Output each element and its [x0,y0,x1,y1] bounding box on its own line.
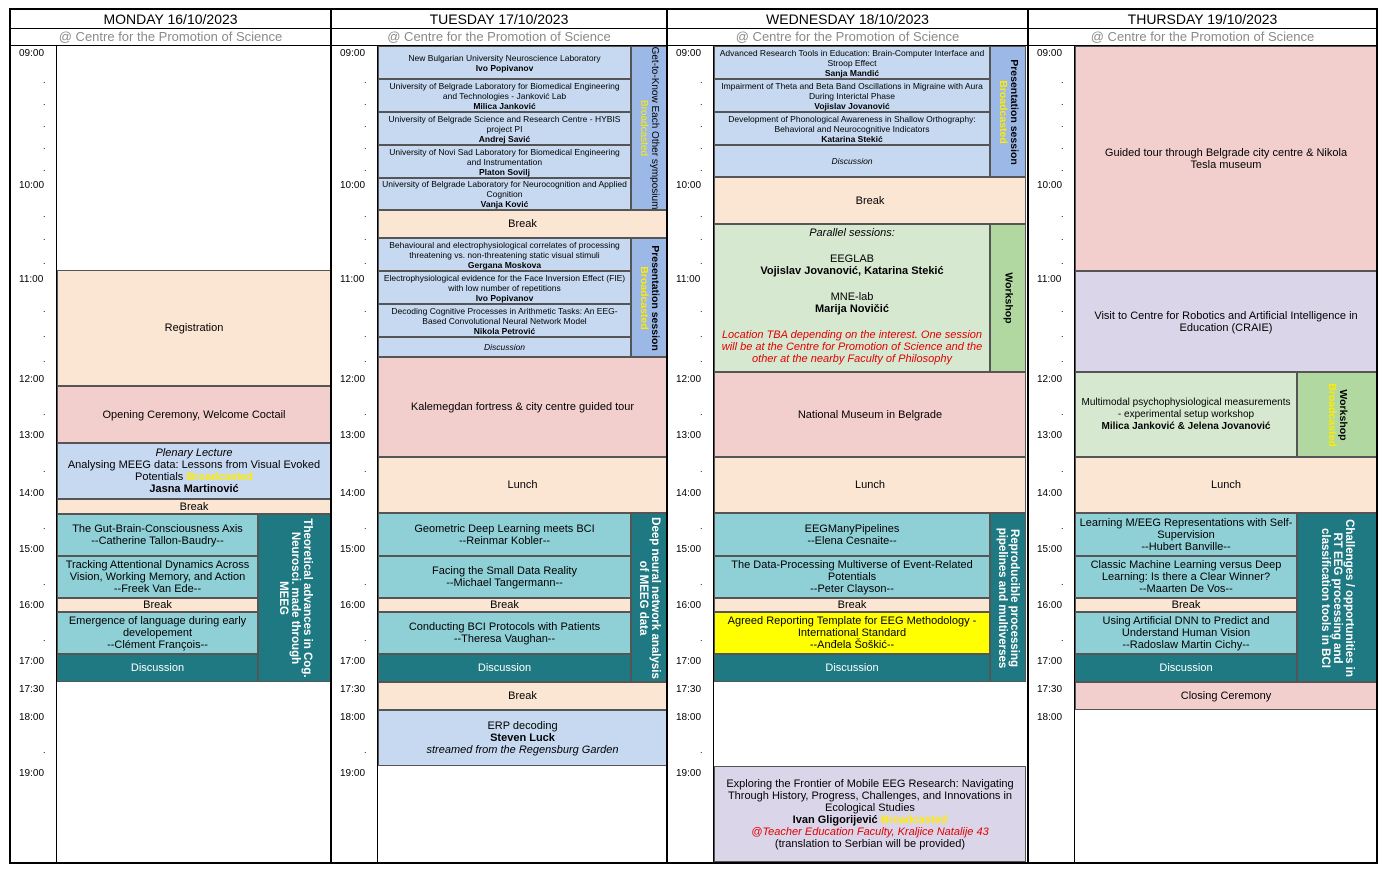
event-type: Parallel sessions: [809,227,895,239]
erp-decoding-slot [378,710,667,766]
time-column [332,46,378,862]
speaker-name: --Freek Van Ede-- [113,583,202,595]
time-label: 09:00 [19,48,45,59]
speaker-name: Andrej Savić [478,133,531,144]
time-label: 13:00 [19,430,45,441]
event-title: Break [508,690,537,702]
weekly-schedule [9,8,1378,864]
day-location: @ Centre for the Promotion of Science [1029,29,1376,46]
session-title: Presentation session [1008,58,1020,165]
broadcast-badge: Broadcasted [1326,382,1338,447]
speaker-name: --Hubert Banville-- [1141,540,1231,553]
registration-slot [57,270,331,386]
time-tick: . [43,119,46,129]
time-tick: . [700,745,703,755]
time-tick: . [43,407,46,417]
session-title: Workshop [1002,272,1015,324]
workshop-slot [714,224,990,372]
time-label: 17:30 [340,684,366,695]
time-label: 16:00 [340,600,366,611]
talk-slot [378,271,631,304]
session-sidebar [258,514,331,682]
time-label: 18:00 [340,712,366,723]
time-tick: . [1061,208,1064,219]
time-tick: . [364,304,367,314]
discussion-slot [1075,654,1297,682]
time-label: 09:00 [340,48,366,59]
time-label: 10:00 [19,180,45,191]
speaker-name: Vojislav Jovanović, Katarina Stekić [760,265,944,277]
event-title: Discussion [831,156,873,166]
time-tick: . [1061,304,1064,314]
speaker-name: --Catherine Tallon-Baudry-- [91,535,224,547]
talk-slot [1075,556,1297,598]
speaker-name: --Elena Cesnaite-- [807,534,897,547]
talk-title: The Data-Processing Multiverse of Event-Related Potentials [731,559,973,583]
time-tick: . [43,464,46,474]
evening-lecture-slot [714,766,1026,862]
break-slot [57,499,331,514]
talk-title: ERP decoding [487,720,558,732]
day-header: WEDNESDAY 18/10/2023 [668,10,1027,29]
time-tick: . [1061,141,1064,151]
time-label: 16:00 [19,600,45,611]
broadcast-badge: Broadcasted [638,265,650,330]
time-tick: . [43,577,46,587]
talk-title: EEGManyPipelines [804,522,900,535]
session-title: Theoretical advances in Cog. Neurosci. made through MEEG [276,518,313,678]
time-tick: . [1061,329,1064,339]
time-tick: . [364,577,367,587]
time-label: 14:00 [19,488,45,499]
talk-title: University of Novi Sad Laboratory for Biomedical Engineering and Instrumentation [389,146,620,167]
session-sidebar [631,46,667,210]
time-tick: . [1061,97,1064,107]
time-tick: . [43,354,46,364]
talk-title: Analysing MEEG data: Lessons from Visual Evoked Potentials [67,459,321,483]
event-note: streamed from the Regensburg Garden [426,744,619,756]
time-tick: . [43,232,46,242]
talk-title: Agreed Reporting Template for EEG Methodology - International Standard [727,615,977,639]
time-label: 17:30 [1037,684,1063,695]
time-tick: . [364,141,367,151]
talk-title: Advanced Research Tools in Education: Brain-Computer Interface and Stroop Effect [719,47,985,68]
break-slot [714,177,1026,224]
workshop-slot [1075,372,1297,457]
talk-title: University of Belgrade Science and Research Centre - HYBIS project PI [388,113,621,134]
talk-slot [378,304,631,337]
session-sidebar [990,224,1026,372]
lunch-slot [714,457,1026,513]
event-title: Closing Ceremony [1180,690,1272,702]
time-tick: . [43,255,46,266]
speaker-name: --Reinmar Kobler-- [458,534,551,547]
time-tick: . [700,633,703,643]
time-label: 18:00 [676,712,702,723]
workshop-title: MNE-lab [830,291,874,303]
event-title: Guided tour through Belgrade city centre & Nikola Tesla museum [1104,146,1348,171]
time-tick: . [43,304,46,314]
time-tick: . [700,255,703,266]
event-title: Break [508,218,537,230]
session-title: Presentation session [649,244,661,351]
talk-slot [1075,612,1297,654]
time-label: 12:00 [340,374,366,385]
talk-slot [378,513,631,556]
time-tick: . [43,329,46,339]
session-sidebar [1297,513,1377,682]
event-location: @Teacher Education Faculty, Kraljice Natalije 43 [751,826,989,838]
time-tick: . [700,577,703,587]
time-column [668,46,714,862]
talk-title: Conducting BCI Protocols with Patients [408,621,601,633]
event-title: Lunch [507,479,538,491]
time-tick: . [43,745,46,755]
time-tick: . [700,329,703,339]
event-title: Lunch [1211,479,1241,491]
broadcast-badge: Broadcasted [880,814,948,826]
time-tick: . [43,208,46,219]
guided-tour-slot [378,357,667,457]
event-type: Plenary Lecture [155,447,233,459]
day-location: @ Centre for the Promotion of Science [668,29,1027,46]
talk-title: Electrophysiological evidence for the Face Inversion Effect (FIE) with low number of repetitions [383,272,626,293]
session-sidebar [631,238,667,357]
talk-title: Geometric Deep Learning meets BCI [414,522,595,535]
day-header: THURSDAY 19/10/2023 [1029,10,1376,29]
event-title: Discussion [477,662,532,674]
time-label: 19:00 [676,768,702,779]
time-tick: . [1061,464,1064,474]
speaker-name: Ivo Popivanov [475,62,534,73]
time-tick: . [43,633,46,643]
event-title: Break [855,194,885,207]
talk-title: University of Belgrade Laboratory for Neurocognition and Applied Cognition [382,179,627,199]
time-tick: . [700,208,703,219]
speaker-name: --Maarten De Vos-- [1139,583,1233,595]
talk-slot [378,612,631,654]
time-label: 14:00 [1037,488,1063,499]
session-sidebar [631,513,667,682]
time-tick: . [700,521,703,531]
time-label: 11:00 [1037,274,1062,285]
time-tick: . [700,119,703,129]
day-header: TUESDAY 17/10/2023 [332,10,666,29]
craie-visit-slot [1075,271,1377,372]
event-note: (translation to Serbian will be provided) [774,838,966,850]
speaker-name: Ivan Gligorijević [792,814,878,826]
session-title: Workshop [1337,388,1349,441]
talk-title: Behavioural and electrophysiological correlates of processing threatening vs. non-threatening static visual stimuli [389,239,620,260]
time-label: 14:00 [676,488,702,499]
time-label: 10:00 [340,180,366,191]
break-slot [1075,598,1297,612]
day-header: MONDAY 16/10/2023 [11,10,330,29]
break-slot [378,682,667,710]
time-tick: . [1061,255,1064,266]
time-tick: . [364,329,367,339]
event-title: Discussion [483,342,526,352]
talk-slot [378,79,631,112]
talk-slot [714,79,990,112]
talk-slot [378,556,631,598]
time-label: 16:00 [1037,600,1063,611]
time-label: 19:00 [340,768,366,779]
speaker-name: Milica Janković & Jelena Jovanović [1101,420,1271,432]
session-sidebar [990,46,1026,177]
time-tick: . [1061,119,1064,129]
talk-title: University of Belgrade Laboratory for Biomedical Engineering and Technologies - Janković Lab [389,80,620,101]
talk-slot [1075,513,1297,556]
talk-title: Decoding Cognitive Processes in Arithmetic Tasks: An EEG-Based Convolutional Neural Network Model [391,305,618,326]
time-tick: . [700,354,703,364]
workshop-title: Multimodal psychophysiological measurements - experimental setup workshop [1081,396,1291,420]
time-label: 16:00 [676,600,702,611]
speaker-name: Katarina Stekić [821,133,883,144]
event-title [61,459,327,483]
speaker-name: Gergana Moskova [467,259,542,270]
speaker-name: --Michael Tangermann-- [446,577,563,589]
discussion-slot [714,654,990,682]
opening-ceremony-slot [57,386,331,443]
session-sidebar [990,513,1026,682]
time-tick: . [43,75,46,85]
event-title: Discussion [130,662,185,674]
speaker-name: Marija Novičić [815,303,889,315]
time-label: 11:00 [676,274,701,285]
discussion-slot [378,654,631,682]
event-title: National Museum in Belgrade [797,408,943,421]
speaker-name: --Anđela Šoškić-- [809,639,895,651]
time-tick: . [364,232,367,242]
lunch-slot [1075,457,1377,513]
time-label: 12:00 [19,374,45,385]
talk-slot [378,238,631,271]
talk-slot [57,612,258,654]
time-tick: . [700,75,703,85]
discussion-slot [378,337,631,357]
talk-slot [57,514,258,556]
time-label: 17:00 [340,656,366,667]
time-column [1029,46,1075,862]
event-title: Break [179,500,209,513]
time-label: 18:00 [19,712,45,723]
day-column-wednesday [666,8,1029,864]
time-tick: . [700,464,703,474]
event-title: Break [490,599,519,611]
discussion-slot [57,654,258,682]
event-title: Break [143,599,172,611]
event-title: Discussion [825,662,879,674]
day-column-tuesday [330,8,668,864]
event-title: Registration [164,322,224,334]
time-label: 18:00 [1037,712,1063,723]
time-label: 15:00 [19,544,45,555]
speaker-line [793,814,948,826]
time-tick: . [1061,521,1064,531]
lunch-slot [378,457,667,513]
speaker-name: Sanja Mandić [824,67,880,78]
time-label: 15:00 [1037,544,1063,555]
speaker-name: Steven Luck [490,732,555,744]
day-location: @ Centre for the Promotion of Science [11,29,330,46]
guided-tour-slot [1075,46,1377,271]
broadcast-badge: Broadcasted [186,471,253,483]
talk-title: Exploring the Frontier of Mobile EEG Research: Navigating Through History, Progress, Challenges, and Innovations in Ecological Studies [726,778,1014,814]
talk-title: Impairment of Theta and Beta Band Oscillations in Migraine with Aura During Interictal Phase [721,80,983,101]
talk-title: Using Artificial DNN to Predict and Understand Human Vision [1102,615,1270,639]
speaker-name: Ivo Popivanov [475,292,534,303]
talk-title: Development of Phonological Awareness in Shallow Orthography: Behavioral and Neurocognitive Indicators [728,113,976,134]
time-label: 17:00 [1037,656,1063,667]
talk-title: Tracking Attentional Dynamics Across Vision, Working Memory, and Action [65,559,250,583]
time-label: 10:00 [1037,180,1063,191]
talk-slot [714,612,990,654]
talk-slot [714,46,990,79]
time-label: 19:00 [19,768,45,779]
time-tick: . [700,304,703,314]
time-label: 09:00 [676,48,702,59]
speaker-name: Platon Sovilj [478,166,530,177]
talk-slot [714,112,990,145]
time-tick: . [43,97,46,107]
event-note: Location TBA depending on the interest. One session will be at the Centre for Promotion of Science and the other at the nearby Faculty of Philosophy [721,329,983,365]
time-label: 17:00 [676,656,702,667]
session-title: Reproducible processing pipelines and multiverses [996,527,1020,668]
session-title: Get-to-Know Each Other symposium [649,46,660,210]
day-location: @ Centre for the Promotion of Science [332,29,666,46]
talk-slot [378,145,631,178]
time-tick: . [700,97,703,107]
talk-slot [378,112,631,145]
time-tick: . [364,208,367,219]
time-tick: . [700,407,703,417]
event-title: Discussion [1159,662,1213,674]
time-tick: . [364,633,367,643]
event-title: Break [1171,599,1201,611]
talk-title: New Bulgarian University Neuroscience Laboratory [408,52,601,63]
time-label: 13:00 [340,430,366,441]
speaker-name: Vojislav Jovanović [814,100,890,111]
time-label: 17:30 [19,684,45,695]
day-column-monday [9,8,332,864]
break-slot [378,210,667,238]
time-tick: . [364,75,367,85]
speaker-name: --Clément François-- [107,639,208,651]
speaker-name: --Peter Clayson-- [810,583,894,595]
time-tick: . [1061,232,1064,242]
time-label: 17:00 [19,656,45,667]
time-tick: . [1061,407,1064,417]
time-tick: . [364,464,367,474]
broadcast-badge: Broadcasted [997,79,1009,144]
time-label: 10:00 [676,180,702,191]
talk-title: Facing the Small Data Reality [432,565,577,577]
time-tick: . [364,521,367,531]
time-label: 13:00 [676,430,702,441]
time-tick: . [700,141,703,151]
talk-title: The Gut-Brain-Consciousness Axis [72,523,243,535]
time-label: 17:30 [676,684,702,695]
time-label: 15:00 [676,544,702,555]
speaker-name: Milica Janković [473,100,536,111]
museum-slot [714,372,1026,457]
event-title: Break [837,599,867,611]
time-label: 11:00 [340,274,365,285]
break-slot [378,598,631,612]
time-tick: . [364,354,367,364]
event-title: Visit to Centre for Robotics and Artificial Intelligence in Education (CRAIE) [1094,309,1358,334]
time-tick: . [364,119,367,129]
break-slot [714,598,990,612]
discussion-slot [714,145,990,177]
time-label: 11:00 [19,274,44,285]
speaker-name: Vanja Ković [480,199,529,209]
time-tick: . [364,255,367,266]
time-column [11,46,57,862]
talk-slot [378,46,631,79]
event-title: Kalemegdan fortress & city centre guided tour [410,401,635,413]
talk-slot [57,556,258,598]
time-label: 13:00 [1037,430,1063,441]
time-tick: . [700,163,703,173]
time-label: 09:00 [1037,48,1063,59]
speaker-name: --Radoslaw Martin Cichy-- [1122,639,1250,651]
talk-slot [714,556,990,598]
talk-slot [714,513,990,556]
talk-title: Emergence of language during early developement [68,615,247,639]
time-tick: . [700,232,703,242]
day-column-thursday [1027,8,1378,864]
time-tick: . [364,163,367,173]
talk-slot [378,178,631,210]
talk-title: Learning M/EEG Representations with Self-Supervision [1079,516,1293,541]
time-label: 12:00 [676,374,702,385]
time-label: 15:00 [340,544,366,555]
broadcast-badge: Broadcasted [638,99,649,157]
time-tick: . [364,407,367,417]
session-title: Deep neural network analysis of MEEG data [637,516,661,679]
time-tick: . [43,141,46,151]
session-title: Challenges / opportunities in RT EEG processing and classification tools in BCI [1319,518,1355,677]
time-tick: . [43,521,46,531]
event-title: Lunch [855,479,885,491]
time-label: 12:00 [1037,374,1063,385]
time-tick: . [1061,577,1064,587]
session-sidebar [1297,372,1377,457]
time-tick: . [43,163,46,173]
event-title: Opening Ceremony, Welcome Coctail [102,408,286,421]
break-slot [57,598,258,612]
workshop-title: EEGLAB [829,253,875,265]
time-label: 14:00 [340,488,366,499]
time-tick: . [1061,163,1064,173]
speaker-name: --Theresa Vaughan-- [453,633,556,645]
time-tick: . [1061,633,1064,643]
time-tick: . [1061,354,1064,364]
closing-ceremony-slot [1075,682,1377,710]
speaker-name: Nikola Petrović [473,325,536,336]
speaker-name: Jasna Martinović [149,483,239,495]
time-tick: . [364,97,367,107]
talk-title: Classic Machine Learning versus Deep Learning: Is there a Clear Winner? [1090,559,1282,583]
time-tick: . [1061,75,1064,85]
plenary-lecture-slot [57,443,331,499]
time-tick: . [364,745,367,755]
